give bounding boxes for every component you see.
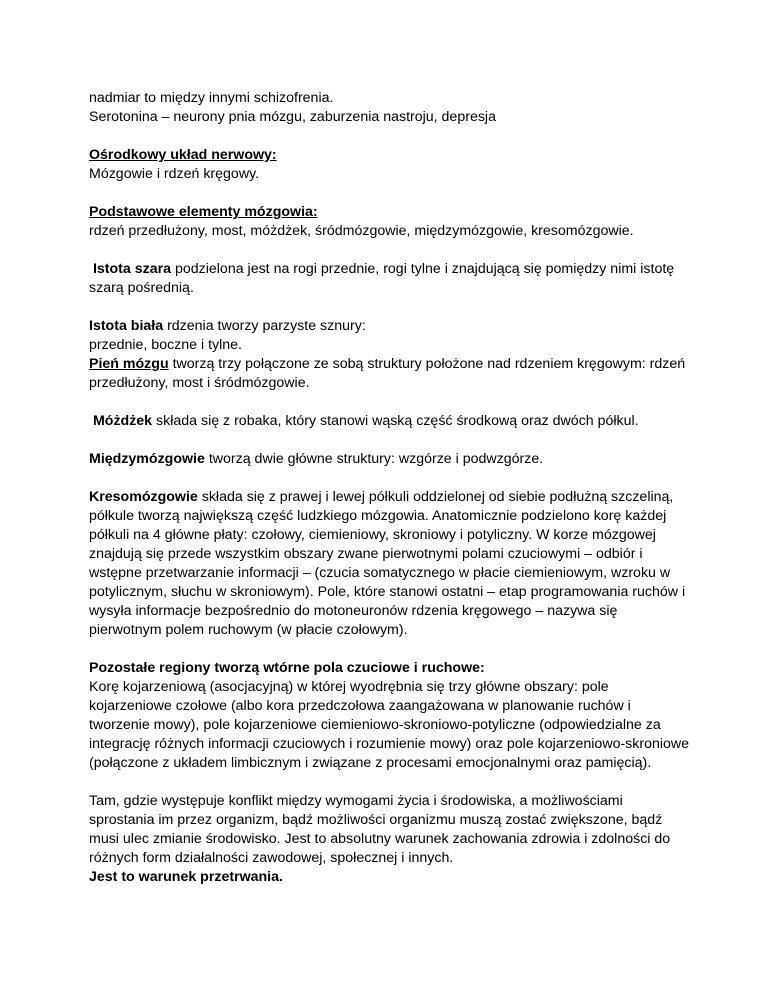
brain-elements-text: rdzeń przedłużony, most, móżdżek, śródmózgowie, międzymózgowie, kresomózgowie. [89, 223, 634, 239]
cns-heading: Ośrodkowy układ nerwowy: [89, 147, 277, 163]
other-regions-line: kojarzeniowe czołowe (albo kora przedczołowa zaangażowana w planowanie ruchów i [89, 698, 631, 714]
conclusion-line: różnych form działalności zawodowej, społecznej i innych. [89, 850, 454, 866]
conclusion-line: sprostania im przez organizm, bądź możliwości organizmu muszą zostać zwiększone, bądź [89, 812, 663, 828]
cerebellum-term: Móżdżek [92, 413, 153, 429]
conclusion-final: Jest to warunek przetrwania. [89, 869, 283, 885]
conclusion-line: musi ulec zmianie środowisko. Jest to absolutny warunek zachowania zdrowia i zdolności do [89, 831, 671, 847]
brainstem-term: Pień mózgu [89, 356, 169, 372]
white-matter-term: Istota biała [89, 318, 164, 334]
gray-matter-line-1: Istota szara podzielona jest na rogi przednie, rogi tylne i znajdującą się pomiędzy nimi istotę [92, 261, 675, 277]
white-matter-line-1: Istota biała rdzenia tworzy parzyste sznury: [89, 318, 366, 334]
telencephalon-line-1: Kresomózgowie składa się z prawej i lewej półkuli oddzielonej od siebie podłużną szczeliną, [89, 489, 674, 505]
telencephalon-line: wysyła informacje bezpośrednio do motoneuronów rdzenia kręgowego – nazywa się [89, 603, 618, 619]
diencephalon-line: Międzymózgowie tworzą dwie główne struktury: wzgórze i podwzgórze. [89, 451, 544, 467]
gray-matter-line-2: szarą pośrednią. [89, 280, 194, 296]
other-regions-line: (połączone z układem limbicznym i związane z procesami emocjonalnymi oraz pamięcią). [89, 755, 652, 771]
cns-text: Mózgowie i rdzeń kręgowy. [89, 166, 260, 182]
brainstem-line-1: Pień mózgu tworzą trzy połączone ze sobą struktury położone nad rdzeniem kręgowym: rdzeń [89, 356, 686, 372]
intro-line-1: nadmiar to między innymi schizofrenia. [89, 90, 334, 106]
telencephalon-line: pierwotnym polem ruchowym (w płacie czołowym). [89, 622, 408, 638]
telencephalon-line: półkuli na 4 główne płaty: czołowy, ciemieniowy, skroniowy i potyliczny. W korze mózgowej [89, 527, 656, 543]
brainstem-line-2: przedłużony, most i śródmózgowie. [89, 375, 310, 391]
telencephalon-line: potylicznym, słuchu w skroniowym). Pole, które stanowi ostatni – etap programowania ruchów i [89, 584, 686, 600]
telencephalon-line: znajdują się przede wszystkim obszary zwane pierwotnymi polami czuciowymi – odbiór i [89, 546, 643, 562]
telencephalon-line: wstępne przetwarzanie informacji – (czucia somatycznego w płacie ciemieniowym, wzroku w [89, 565, 671, 581]
other-regions-line: tworzenie mowy), pole kojarzeniowe ciemieniowo-skroniowo-potyliczne (odpowiedzialne za [89, 717, 661, 733]
other-regions-line: integrację różnych informacji czuciowych i rozumienie mowy) oraz pole kojarzeniowo-skroniowe [89, 736, 690, 752]
telencephalon-line: półkule tworzą największą część ludzkiego mózgowia. Anatomicznie podzielono korę każdej [89, 508, 667, 524]
intro-line-2: Serotonina – neurony pnia mózgu, zaburzenia nastroju, depresja [89, 109, 496, 125]
document-body [89, 89, 690, 887]
conclusion-line: Tam, gdzie występuje konflikt między wymogami życia i środowiska, a możliwościami [89, 793, 623, 809]
other-regions-heading: Pozostałe regiony tworzą wtórne pola czuciowe i ruchowe: [89, 660, 485, 676]
other-regions-line: Korę kojarzeniową (asocjacyjną) w której wyodrębnia się trzy główne obszary: pole [89, 679, 609, 695]
telencephalon-term: Kresomózgowie [89, 489, 198, 505]
cerebellum-line: Móżdżek składa się z robaka, który stanowi wąską część środkową oraz dwóch półkul. [92, 413, 639, 429]
gray-matter-term: Istota szara [92, 261, 172, 277]
diencephalon-term: Międzymózgowie [89, 451, 205, 467]
white-matter-line-2: przednie, boczne i tylne. [89, 337, 243, 353]
brain-elements-heading: Podstawowe elementy mózgowia: [89, 204, 318, 220]
